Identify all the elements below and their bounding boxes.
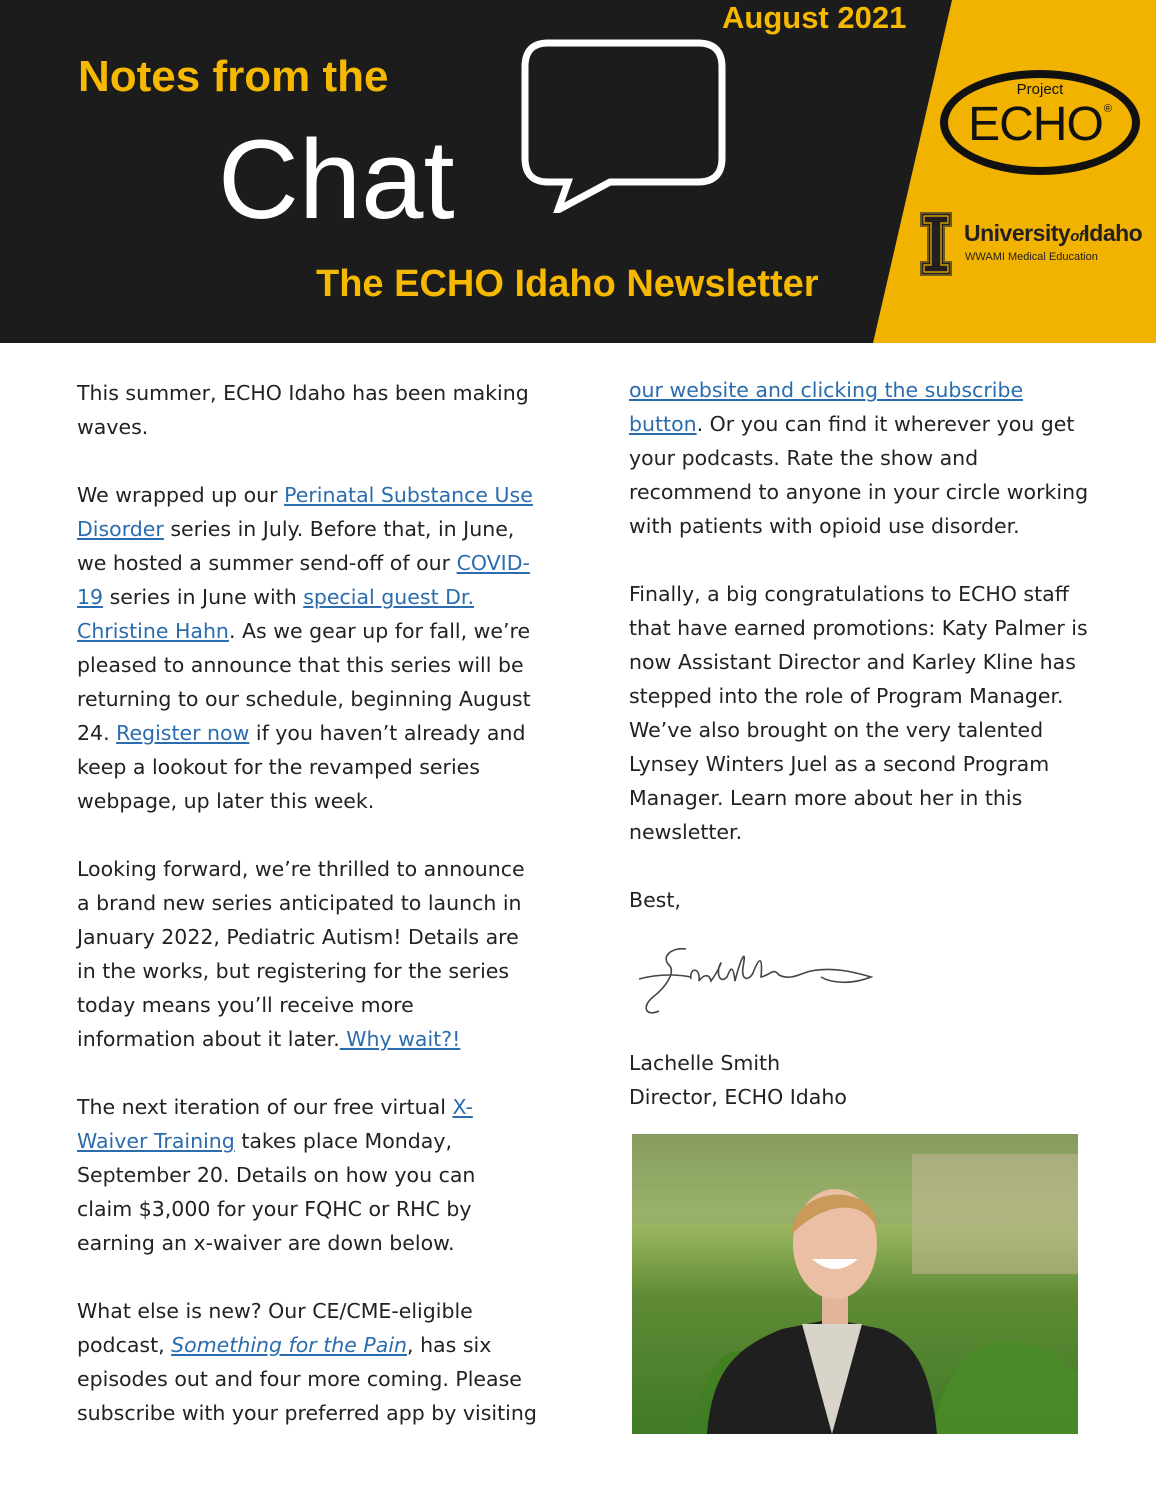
logo-text: of: [1070, 228, 1084, 245]
university-sub: WWAMI Medical Education: [965, 251, 1098, 263]
right-column: [629, 373, 1089, 1434]
inline-link[interactable]: our website and clicking the subscribe button: [629, 378, 1024, 436]
body-text: , has six episodes out and four more coming. Please subscribe with your preferred app by visiting: [77, 1333, 537, 1425]
body-text: series in June with: [103, 585, 304, 609]
left-column: [77, 376, 537, 1464]
director-photo: [632, 1134, 1078, 1434]
subtitle: The ECHO Idaho Newsletter: [316, 263, 819, 305]
body-text: Best,: [629, 888, 681, 912]
inline-link[interactable]: X-Waiver Training: [77, 1095, 473, 1153]
logo-text: ECHO: [968, 98, 1103, 151]
paragraph: [77, 852, 537, 1056]
project-echo-logo: [940, 70, 1140, 175]
logo-text: Project: [1016, 81, 1064, 98]
signoff-name: Lachelle Smith: [629, 1051, 781, 1075]
body-text: . As we gear up for fall, we’re pleased to announce that this series will be returning to our schedule, beginning August 24.: [77, 619, 531, 745]
paragraph: [77, 1090, 537, 1260]
body-text: if you haven’t already and keep a lookout for the revamped series webpage, up later this week.: [77, 721, 526, 813]
inline-link[interactable]: Something for the Pain: [171, 1333, 408, 1357]
logo-mainline: [948, 99, 1132, 161]
logo-text: ®: [1103, 103, 1112, 115]
paragraph: [77, 478, 537, 818]
signoff-title: Director, ECHO Idaho: [629, 1085, 847, 1109]
body-text: The next iteration of our free virtual: [77, 1095, 453, 1119]
university-logo: [964, 220, 1142, 250]
body-text: takes place Monday, September 20. Details on how you can claim $3,000 for your FQHC or RHC by earning an x-waiver are down below.: [77, 1129, 476, 1255]
inline-link[interactable]: COVID-19: [77, 551, 530, 609]
body-text: Looking forward, we’re thrilled to announce a brand new series anticipated to launch in January 2022, Pediatric Autism! Details are in the works, but registering for the series today means you’ll receive more information about it later.: [77, 857, 525, 1051]
pre-title: Notes from the: [78, 52, 389, 101]
inline-link[interactable]: Why wait?!: [339, 1027, 461, 1051]
inline-link[interactable]: Register now: [116, 721, 250, 745]
inline-link[interactable]: Perinatal Substance Use Disorder: [77, 483, 533, 541]
body-text: This summer, ECHO Idaho has been making waves.: [77, 381, 529, 439]
paragraph: [77, 376, 537, 444]
inline-link[interactable]: special guest Dr. Christine Hahn: [77, 585, 474, 643]
body-text: What else is new? Our CE/CME-eligible podcast,: [77, 1299, 473, 1357]
body-text: Finally, a big congratulations to ECHO staff that have earned promotions: Katy Palmer is now Assistant Director and Karley Kline has stepped into the role of Program Manager. We’ve also brought on the very talented Lynsey Winters Juel as a second Program Manager. Learn more about her in this newsletter.: [629, 582, 1088, 844]
logo-text: Idaho: [1083, 220, 1143, 246]
logo-text: University: [964, 220, 1071, 246]
title: Chat: [218, 117, 455, 242]
issue-date: August 2021: [722, 0, 907, 35]
newsletter-header: [0, 0, 1156, 343]
signature: [631, 937, 881, 1032]
university-i-icon: [920, 212, 952, 276]
paragraph: [77, 1294, 537, 1430]
body-text: series in July. Before that, in June, we hosted a summer send-off of our: [77, 517, 515, 575]
body-text: We wrapped up our: [77, 483, 285, 507]
portrait-image: [632, 1134, 1078, 1434]
body-text: . Or you can find it wherever you get your podcasts. Rate the show and recommend to anyone in your circle working with patients with opioid use disorder.: [629, 412, 1089, 538]
paragraph: [629, 373, 1089, 543]
paragraph: [629, 883, 1089, 917]
chat-bubble-icon: [520, 38, 730, 213]
paragraph: [629, 577, 1089, 849]
